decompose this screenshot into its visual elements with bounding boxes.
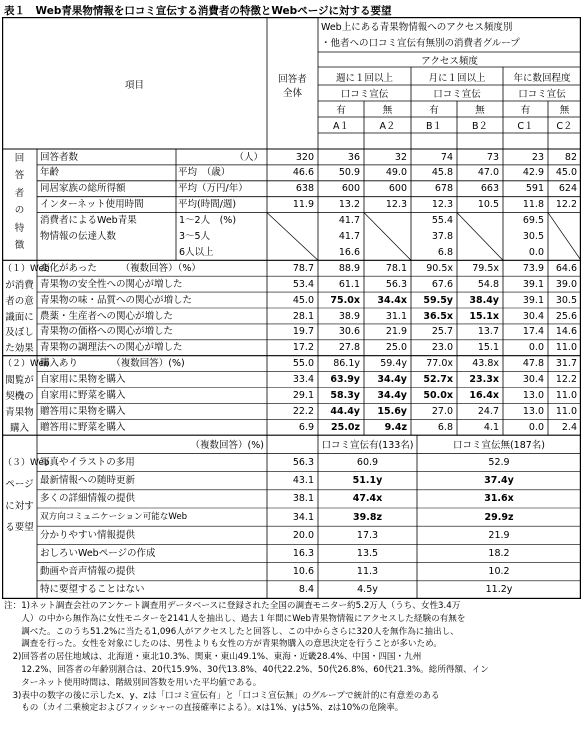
profile-val-1-0: 50.9 [338, 167, 360, 179]
change-val-3-5: 25.6 [555, 310, 577, 322]
change-val-1-2: 67.6 [431, 278, 453, 290]
request-label-0: 写真やイラストの多用 [40, 456, 135, 468]
change-val-5-0: 27.8 [338, 342, 360, 354]
request-yes-7: 4.5y [357, 584, 378, 596]
change-val-1-3: 54.8 [477, 278, 499, 290]
profile-val-2-1: 600 [388, 183, 407, 195]
side-respondent-0: 回 [14, 152, 25, 164]
transmit-opt-1: 3～5人 [179, 231, 211, 242]
header-group-title-1: Web上にある青果物情報へのアクセス頻度別 [321, 21, 513, 33]
side-change-3: 識面に [5, 311, 34, 323]
request-all-4: 20.0 [292, 529, 314, 541]
header-group-title-2: ・他者への口コミ宣伝有無別の消費者グループ [321, 37, 520, 49]
purchase-val-0-1: 59.4y [380, 358, 407, 370]
table-cells [2, 17, 581, 599]
profile-sub-1: 平均 （歳） [178, 167, 231, 179]
profile-all-0: 320 [295, 151, 314, 163]
request-no-7: 11.2y [485, 584, 513, 596]
header-kuchikomi-1: 口コミ宣伝 [433, 88, 481, 100]
change-val-0-0: 88.9 [338, 262, 360, 274]
change-all-2: 45.0 [292, 294, 314, 306]
request-label-6: 動画や音声情報の提供 [40, 566, 136, 578]
footnote-line: もの（カイ二乗検定およびフィッシャーの直接確率による）。xは1%、yは5%、zは10%の危険率。 [4, 703, 404, 714]
purchase-all-0: 55.0 [292, 358, 314, 370]
profile-sub-3: 平均(時間/週) [178, 199, 237, 211]
side-respondent-1: 答 [14, 170, 25, 181]
header-code-0: A１ [333, 120, 349, 132]
header-freq-2: 年に数回程度 [513, 72, 571, 84]
change-val-4-5: 14.6 [555, 326, 577, 338]
request-yes-2: 47.4x [352, 493, 383, 505]
profile-val-3-4: 11.8 [522, 199, 544, 211]
request-no-4: 21.9 [488, 529, 510, 541]
request-label-4: 分かりやすい情報提供 [40, 529, 136, 541]
profile-val-1-4: 42.9 [522, 167, 544, 179]
transmit-a1-2: 16.6 [338, 246, 360, 258]
purchase-val-3-1: 15.6y [377, 405, 407, 417]
request-no-2: 31.6x [484, 493, 514, 505]
change-val-2-4: 39.1 [522, 294, 544, 306]
profile-val-1-2: 45.8 [431, 167, 453, 179]
purchase-val-1-4: 30.4 [522, 374, 544, 386]
purchase-all-4: 6.9 [298, 421, 314, 433]
header-yesno-1: 無 [382, 104, 393, 116]
change-val-3-0: 38.9 [338, 310, 360, 322]
profile-val-3-5: 12.2 [555, 199, 577, 211]
profile-all-1: 46.6 [292, 167, 314, 179]
purchase-val-1-3: 23.3x [469, 374, 499, 386]
request-label-5: おしろいWebページの作成 [40, 547, 156, 559]
side-request-3: る要望 [5, 522, 34, 534]
profile-val-3-1: 12.3 [385, 199, 407, 211]
transmit-c1-0: 69.5 [522, 215, 544, 227]
request-yes-5: 13.5 [356, 547, 379, 559]
request-yes-6: 11.3 [356, 566, 379, 578]
purchase-val-2-5: 11.0 [555, 390, 577, 401]
header-yesno-0: 有 [336, 104, 346, 116]
change-val-0-1: 78.1 [385, 262, 407, 274]
side-purchase-4: 購入 [9, 422, 29, 434]
side-purchase-1: 閲覧が [5, 375, 34, 387]
change-val-1-0: 61.1 [338, 278, 360, 290]
transmit-c1-2: 0.0 [528, 246, 544, 258]
transmit-b1-0: 55.4 [431, 215, 453, 227]
profile-label-2: 同居家族の総所得額 [40, 183, 126, 195]
change-val-5-5: 11.0 [555, 342, 577, 354]
profile-all-3: 11.9 [292, 199, 314, 211]
footnote-line: 調査を行った。女性を対象にしたのは、男性よりも女性の方が青果物購入の意思決定を行うことが多いため。 [4, 639, 442, 650]
change-val-4-3: 13.7 [477, 326, 499, 338]
change-val-2-1: 34.4x [377, 294, 407, 306]
change-val-0-2: 90.5x [426, 262, 453, 274]
change-all-1: 53.4 [292, 278, 314, 290]
purchase-label-1: 自家用に果物を購入 [40, 374, 126, 386]
transmit-c1-1: 30.5 [522, 231, 544, 242]
footnote-line: 12.2%、回答者の年齢別割合は、20代15.9%、30代13.8%、40代22.2%、50代26.8%、60代21.3%。総所得額、イン [4, 664, 489, 675]
change-label-2: 青果物の味・品質への関心が増した [40, 294, 193, 306]
change-val-0-5: 64.6 [555, 262, 577, 274]
purchase-val-4-4: 0.0 [528, 421, 544, 433]
change-val-3-3: 15.1x [469, 310, 499, 322]
header-freq-1: 月に１回以上 [428, 72, 486, 84]
transmit-b1-2: 6.8 [437, 246, 453, 258]
change-val-4-2: 25.7 [431, 326, 453, 338]
header-yesno-2: 有 [429, 104, 439, 116]
profile-val-1-3: 47.0 [477, 167, 499, 179]
profile-sub-0: （人） [234, 151, 263, 163]
change-label-0: 変化があった （複数回答）（%） [40, 262, 201, 274]
header-yesno-5: 無 [559, 104, 570, 116]
request-all-2: 38.1 [292, 493, 314, 505]
side-change-5: た効果 [5, 343, 34, 355]
request-no-0: 52.9 [488, 456, 510, 468]
request-all-1: 43.1 [292, 475, 314, 487]
purchase-val-0-4: 47.8 [522, 358, 544, 370]
request-no-5: 18.2 [488, 547, 510, 559]
change-label-5: 青果物の調理法への関心が増した [40, 342, 183, 354]
purchase-label-4: 贈答用に野菜を購入 [40, 421, 126, 433]
change-val-2-5: 30.5 [555, 294, 577, 306]
change-val-0-3: 79.5x [472, 262, 499, 274]
purchase-val-1-0: 63.9y [330, 374, 360, 386]
purchase-val-4-2: 6.8 [437, 421, 453, 433]
header-access-frequency: アクセス頻度 [421, 55, 478, 67]
request-label-3: 双方向コミュニケーション可能なWeb [40, 511, 188, 522]
purchase-val-2-0: 58.3y [330, 390, 360, 401]
profile-val-3-2: 12.3 [431, 199, 453, 211]
side-respondent-5: 徴 [14, 240, 25, 251]
header-item: 項目 [124, 79, 144, 91]
header-code-5: C２ [556, 120, 573, 132]
footnote-line: 人）の中から無作為に女性モニターを2141人を抽出し、過去１年間にWeb青果物情報にアクセスした経験の有無を [4, 613, 466, 624]
purchase-val-2-1: 34.4y [377, 390, 407, 401]
change-val-2-0: 75.0x [330, 294, 360, 306]
purchase-val-3-5: 11.0 [555, 405, 577, 417]
purchase-val-3-3: 24.7 [477, 405, 499, 417]
request-label-2: 多くの詳細情報の提供 [40, 493, 136, 505]
side-change-4: 及ぼし [5, 327, 34, 339]
purchase-val-4-5: 2.4 [561, 421, 577, 433]
side-purchase-3: 青果物 [5, 406, 34, 418]
transmit-label-1: 消費者によるWeb青果 [40, 215, 137, 227]
purchase-label-2: 自家用に野菜を購入 [40, 390, 126, 401]
purchase-val-3-0: 44.4y [330, 405, 360, 417]
request-header-no: 口コミ宣伝無(187名) [452, 439, 546, 451]
footnote-line: ターネット使用時間は、階級別回答数を用いた平均値である。 [4, 677, 262, 688]
footnotes [4, 600, 582, 715]
data-table [2, 17, 581, 599]
profile-all-2: 638 [295, 183, 314, 195]
side-change-0: （１）Web [3, 263, 50, 274]
purchase-val-2-3: 16.4x [469, 390, 499, 401]
side-respondent-2: 者 [14, 187, 25, 199]
profile-val-2-4: 591 [525, 183, 544, 195]
purchase-all-3: 22.2 [292, 405, 314, 417]
header-all-1: 回答者 [278, 73, 307, 85]
purchase-val-1-2: 52.7x [423, 374, 453, 386]
request-yes-3: 39.8z [353, 511, 382, 523]
transmit-a1-0: 41.7 [338, 215, 360, 227]
profile-val-2-0: 600 [341, 183, 360, 195]
transmit-label-2: 物情報の伝達人数 [40, 231, 117, 242]
request-yes-4: 17.3 [356, 529, 379, 541]
request-header-label: （複数回答）(%) [190, 439, 264, 451]
purchase-val-3-2: 27.0 [431, 405, 453, 417]
purchase-val-2-4: 13.0 [522, 390, 544, 401]
header-yesno-4: 有 [520, 104, 531, 116]
change-val-2-3: 38.4y [469, 294, 499, 306]
purchase-val-0-5: 31.7 [555, 358, 577, 370]
purchase-val-3-4: 13.0 [522, 405, 544, 417]
purchase-val-4-1: 9.4z [384, 421, 407, 433]
transmit-a1-1: 41.7 [338, 231, 360, 242]
side-request-1: ページ [5, 479, 34, 491]
purchase-val-0-0: 86.1y [333, 358, 360, 370]
change-val-0-4: 73.9 [522, 262, 544, 274]
change-label-4: 青果物の価格への関心が増した [40, 326, 174, 338]
header-yesno-3: 無 [475, 104, 485, 116]
change-val-3-4: 30.4 [522, 310, 544, 322]
change-val-5-3: 15.1 [477, 342, 499, 354]
change-all-4: 19.7 [292, 326, 314, 338]
change-label-3: 農薬・生産者への関心が増した [40, 310, 174, 322]
change-val-1-1: 56.3 [385, 278, 407, 290]
profile-val-2-5: 624 [558, 183, 577, 195]
side-respondent-3: の [14, 205, 25, 216]
profile-label-1: 年齢 [40, 167, 60, 179]
side-change-2: 者の意 [5, 295, 34, 307]
purchase-val-1-1: 34.4y [377, 374, 407, 386]
profile-label-3: インターネット使用時間 [40, 199, 144, 211]
purchase-val-2-2: 50.0x [423, 390, 453, 401]
request-no-6: 10.2 [488, 566, 510, 578]
change-all-5: 17.2 [292, 342, 314, 354]
table-title: 表１ Web青果物情報を口コミ宣伝する消費者の特徴とWebページに対する要望 [4, 5, 392, 17]
header-code-2: B１ [425, 120, 443, 132]
profile-val-2-3: 663 [480, 183, 499, 195]
profile-val-3-3: 10.5 [477, 199, 499, 211]
profile-val-0-3: 73 [486, 151, 499, 163]
footnote-line: 2)回答者の居住地域は、北海道・東北10.3%、関東・東山49.1%、東海・近畿28.4%、中国・四国・九州 [4, 652, 422, 663]
profile-val-0-0: 36 [347, 151, 360, 163]
change-all-0: 78.7 [292, 262, 314, 274]
request-yes-1: 51.1y [352, 475, 383, 487]
purchase-val-0-3: 43.8x [472, 358, 499, 370]
header-kuchikomi-0: 口コミ宣伝 [340, 88, 389, 100]
change-val-3-1: 31.1 [385, 310, 407, 322]
request-label-1: 最新情報への随時更新 [40, 475, 136, 487]
header-kuchikomi-2: 口コミ宣伝 [518, 88, 566, 100]
change-val-3-2: 36.5x [423, 310, 453, 322]
request-all-0: 56.3 [292, 456, 314, 468]
change-val-1-4: 39.1 [522, 278, 544, 290]
request-all-3: 34.1 [292, 511, 314, 523]
request-yes-0: 60.9 [356, 456, 379, 468]
side-request-2: に対す [5, 500, 34, 512]
transmit-opt-0: 1～2人 (%) [179, 215, 237, 227]
purchase-all-1: 33.4 [292, 374, 314, 386]
side-purchase-2: 契機の [5, 391, 34, 402]
transmit-b1-1: 37.8 [431, 231, 453, 242]
change-val-2-2: 59.5y [423, 294, 453, 306]
header-code-4: C１ [517, 120, 534, 132]
profile-val-0-2: 74 [440, 151, 453, 163]
header-all-2: 全体 [282, 87, 302, 99]
request-all-6: 10.6 [292, 566, 314, 578]
request-header-yes: 口コミ宣伝有(133名) [321, 439, 414, 451]
profile-val-1-1: 49.0 [385, 167, 407, 179]
change-val-1-5: 39.0 [555, 278, 577, 290]
side-change-1: が消費 [5, 279, 34, 291]
side-respondent-4: 特 [14, 222, 25, 234]
footnote-line: 3)表中の数字の後に示したx、y、zは「口コミ宣伝有」と「口コミ宣伝無」のグループで統計的に有意差のある [4, 690, 440, 701]
change-val-4-0: 30.6 [338, 326, 360, 338]
header-freq-0: 週に１回以上 [335, 72, 393, 84]
profile-val-3-0: 13.2 [338, 199, 360, 211]
purchase-val-0-2: 77.0x [426, 358, 453, 370]
profile-val-0-1: 32 [394, 151, 407, 163]
purchase-label-3: 贈答用に果物を購入 [40, 405, 126, 417]
header-code-3: B２ [471, 120, 489, 132]
header-code-1: A２ [379, 120, 396, 132]
side-purchase-0: （２）Web [3, 359, 50, 370]
footnote-line: 調べた。このうち51.2%に当たる1,096人がアクセスしたと回答し、この中からさらに320人を無作為に抽出し、 [4, 626, 459, 637]
footnote-line: 注：1)ネット調査会社のアンケート調査用データベースに登録された全国の調査モニター約5.2万人（うち、女性3.4万 [4, 601, 461, 611]
profile-sub-2: 平均（万円/年） [178, 183, 248, 195]
change-val-5-4: 0.0 [528, 342, 544, 354]
change-val-4-4: 17.4 [522, 326, 544, 338]
change-val-5-1: 25.0 [385, 342, 407, 354]
profile-val-2-2: 678 [434, 183, 453, 195]
profile-label-0: 回答者数 [40, 151, 79, 163]
change-val-4-1: 21.9 [385, 326, 407, 338]
purchase-val-4-0: 25.0z [331, 421, 360, 433]
request-label-7: 特に要望することはない [40, 584, 145, 596]
purchase-all-2: 29.1 [292, 390, 314, 401]
profile-val-1-5: 45.0 [555, 167, 577, 179]
request-all-7: 8.4 [298, 584, 314, 596]
profile-val-0-4: 23 [531, 151, 544, 163]
profile-val-0-5: 82 [564, 151, 577, 163]
change-val-5-2: 23.0 [431, 342, 453, 354]
change-label-1: 青果物の安全性への関心が増した [40, 278, 183, 290]
request-all-5: 16.3 [292, 547, 314, 559]
change-all-3: 28.1 [292, 310, 314, 322]
purchase-val-1-5: 12.2 [555, 374, 577, 386]
transmit-opt-2: 6人以上 [179, 246, 214, 258]
purchase-label-0: 購入あり （複数回答）(%) [40, 358, 185, 370]
request-no-3: 29.9z [484, 511, 514, 523]
request-no-1: 37.4y [484, 475, 514, 487]
purchase-val-4-3: 4.1 [483, 421, 499, 433]
side-request-0: （３）Web [3, 457, 50, 468]
